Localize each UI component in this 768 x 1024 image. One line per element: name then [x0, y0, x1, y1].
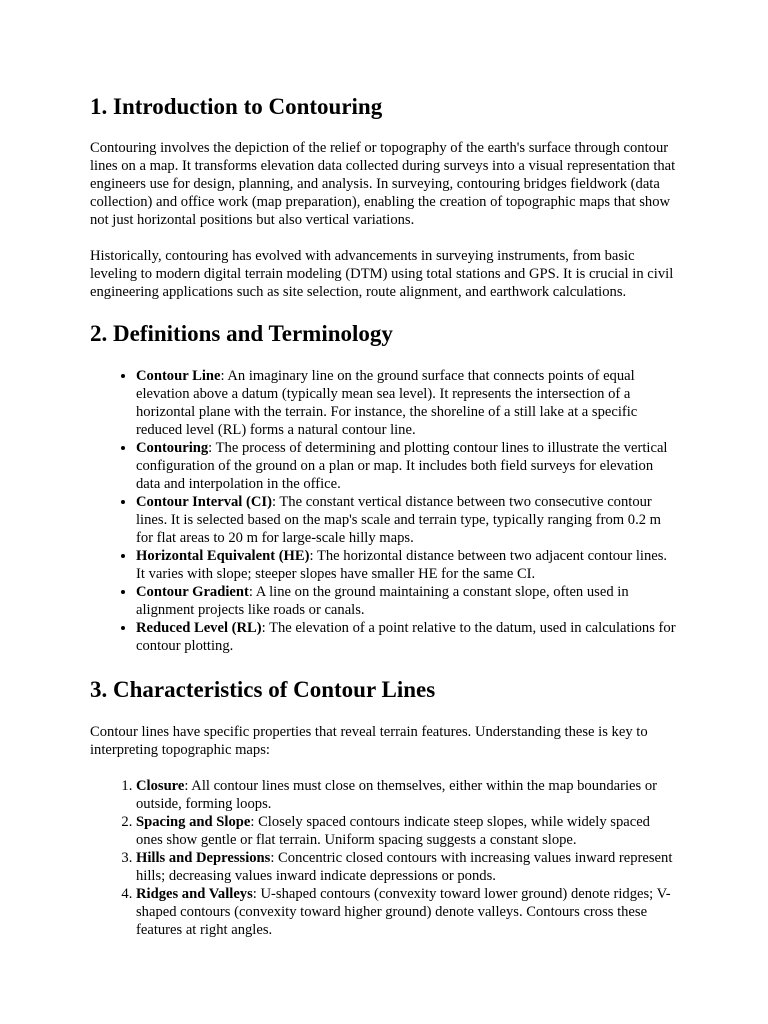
characteristic-item-spacing-slope — [136, 813, 678, 849]
definitions-list — [90, 367, 678, 655]
section-heading-characteristics: 3. Characteristics of Contour Lines — [90, 677, 436, 702]
characteristic-term: Closure — [136, 778, 185, 794]
characteristic-term: Hills and Depressions — [136, 850, 271, 866]
intro-paragraph-1: Contouring involves the depiction of the relief or topography of the earth's surface through contour lines on a map. It transforms elevation data collected during surveys into a visual representation that engineers use for design, planning, and analysis. In surveying, contouring bridges fieldwork (data collection) and office work (map preparation), enabling the creation of topographic maps that show not just horizontal positions but also vertical variations. — [90, 140, 676, 228]
characteristics-list — [90, 777, 678, 939]
definition-text: : A line on the ground maintaining a constant slope, often used in alignment projects like roads or canals. — [136, 584, 629, 618]
characteristic-item-hills-depressions — [136, 849, 678, 885]
definition-term: Horizontal Equivalent (HE) — [136, 548, 310, 564]
characteristic-item-ridges-valleys — [136, 885, 678, 939]
intro-paragraph-2: Historically, contouring has evolved with advancements in surveying instruments, from basic leveling to modern digital terrain modeling (DTM) using total stations and GPS. It is crucial in civil engineering applications such as site selection, route alignment, and earthwork calculations. — [90, 248, 674, 300]
definition-text: : The elevation of a point relative to the datum, used in calculations for contour plotting. — [136, 620, 676, 654]
section-heading-introduction: 1. Introduction to Contouring — [90, 94, 383, 119]
definition-item-reduced-level — [136, 619, 678, 655]
characteristic-term: Spacing and Slope — [136, 814, 251, 830]
definition-item-contour-interval — [136, 493, 678, 547]
definition-term: Contour Line — [136, 368, 221, 384]
characteristic-text: : Concentric closed contours with increasing values inward represent hills; decreasing values inward indicate depressions or ponds. — [136, 850, 673, 884]
characteristic-term: Ridges and Valleys — [136, 886, 253, 902]
definition-item-contour-gradient — [136, 583, 678, 619]
definition-term: Contouring — [136, 440, 209, 456]
characteristic-text: : U-shaped contours (convexity toward lower ground) denote ridges; V-shaped contours (convexity toward higher ground) denote valleys. Contours cross these features at right angles. — [136, 886, 671, 938]
definition-text: : The process of determining and plotting contour lines to illustrate the vertical configuration of the ground on a plan or map. It includes both field surveys for elevation data and interpolation in the office. — [136, 440, 668, 492]
characteristics-intro-paragraph: Contour lines have specific properties that reveal terrain features. Understanding these is key to interpreting topographic maps: — [90, 724, 648, 758]
characteristic-text: : Closely spaced contours indicate steep slopes, while widely spaced ones show gentle or flat terrain. Uniform spacing suggests a constant slope. — [136, 814, 650, 848]
section-heading-definitions: 2. Definitions and Terminology — [90, 321, 393, 346]
definition-text: : An imaginary line on the ground surface that connects points of equal elevation above a datum (typically mean sea level). It represents the intersection of a horizontal plane with the terrain. For instance, the shoreline of a still lake at a specific reduced level (RL) forms a natural contour line. — [136, 368, 638, 438]
definition-text: : The horizontal distance between two adjacent contour lines. It varies with slope; steeper slopes have smaller HE for the same CI. — [136, 548, 668, 582]
definition-text: : The constant vertical distance between two consecutive contour lines. It is selected based on the map's scale and terrain type, typically ranging from 0.2 m for flat areas to 20 m for large-scale hilly maps. — [136, 494, 662, 546]
definition-term: Reduced Level (RL) — [136, 620, 262, 636]
characteristic-text: : All contour lines must close on themselves, either within the map boundaries or outside, forming loops. — [136, 778, 657, 812]
definition-term: Contour Interval (CI) — [136, 494, 272, 510]
characteristic-item-closure — [136, 777, 678, 813]
definition-term: Contour Gradient — [136, 584, 249, 600]
definition-item-contouring — [136, 439, 678, 493]
definition-item-contour-line — [136, 367, 678, 439]
definition-item-horizontal-equivalent — [136, 547, 678, 583]
